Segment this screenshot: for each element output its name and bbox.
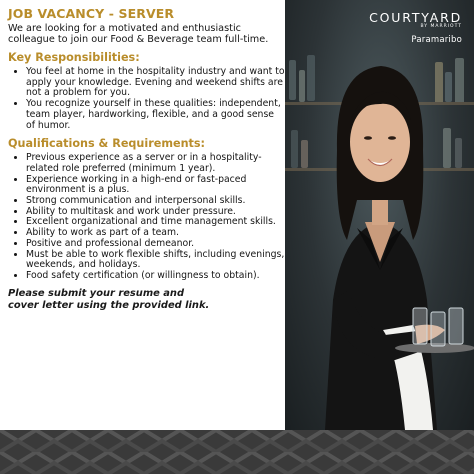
intro-text: We are looking for a motivated and enthusiastic colleague to join our Food & Beverage team full-time. <box>8 23 269 45</box>
list-item: • You feel at home in the hospitality industry and want to apply your knowledge. Evening and weekend shifts are not a problem for you. <box>26 67 285 99</box>
page-title: JOB VACANCY - SERVER <box>8 6 175 21</box>
qualifications-heading: Qualifications & Requirements: <box>8 137 206 151</box>
responsibilities-heading: Key Responsibilities: <box>8 51 140 64</box>
list-item: • Ability to work as part of a team. <box>26 228 285 239</box>
closing-line: Please submit your resume and <box>8 287 185 299</box>
decorative-pattern-band <box>0 430 474 474</box>
list-item: • Must be able to work flexible shifts, including evenings, weekends, and holidays. <box>26 250 285 271</box>
qualifications-list <box>8 153 285 281</box>
list-item: • Positive and professional demeanor. <box>26 239 285 250</box>
courtyard-logo <box>369 10 462 45</box>
logo-location: Paramaribo <box>411 35 462 45</box>
list-item: • Experience working in a high-end or fast-paced environment is a plus. <box>26 175 285 196</box>
list-item: • Strong communication and interpersonal skills. <box>26 196 285 207</box>
wine-glasses <box>413 308 463 346</box>
logo-sub: BY MARRIOTT <box>420 24 462 29</box>
geometric-pattern <box>0 430 474 474</box>
list-item: • Excellent organizational and time management skills. <box>26 217 285 228</box>
list-item: • Previous experience as a server or in a hospitality-related role preferred (minimum 1 year). <box>26 153 285 174</box>
closing-line: cover letter using the provided link. <box>8 299 210 311</box>
server-photo <box>285 0 474 430</box>
closing-text <box>8 288 285 312</box>
list-item: • Food safety certification (or willingness to obtain). <box>26 271 285 282</box>
server-illustration <box>285 0 474 430</box>
list-item: • You recognize yourself in these qualities: independent, team player, hardworking, flexible, and a good sense of humor. <box>26 99 285 131</box>
list-item: • Ability to multitask and work under pressure. <box>26 207 285 218</box>
logo-brand: COURTYARD <box>369 10 462 25</box>
responsibilities-list <box>8 67 285 131</box>
